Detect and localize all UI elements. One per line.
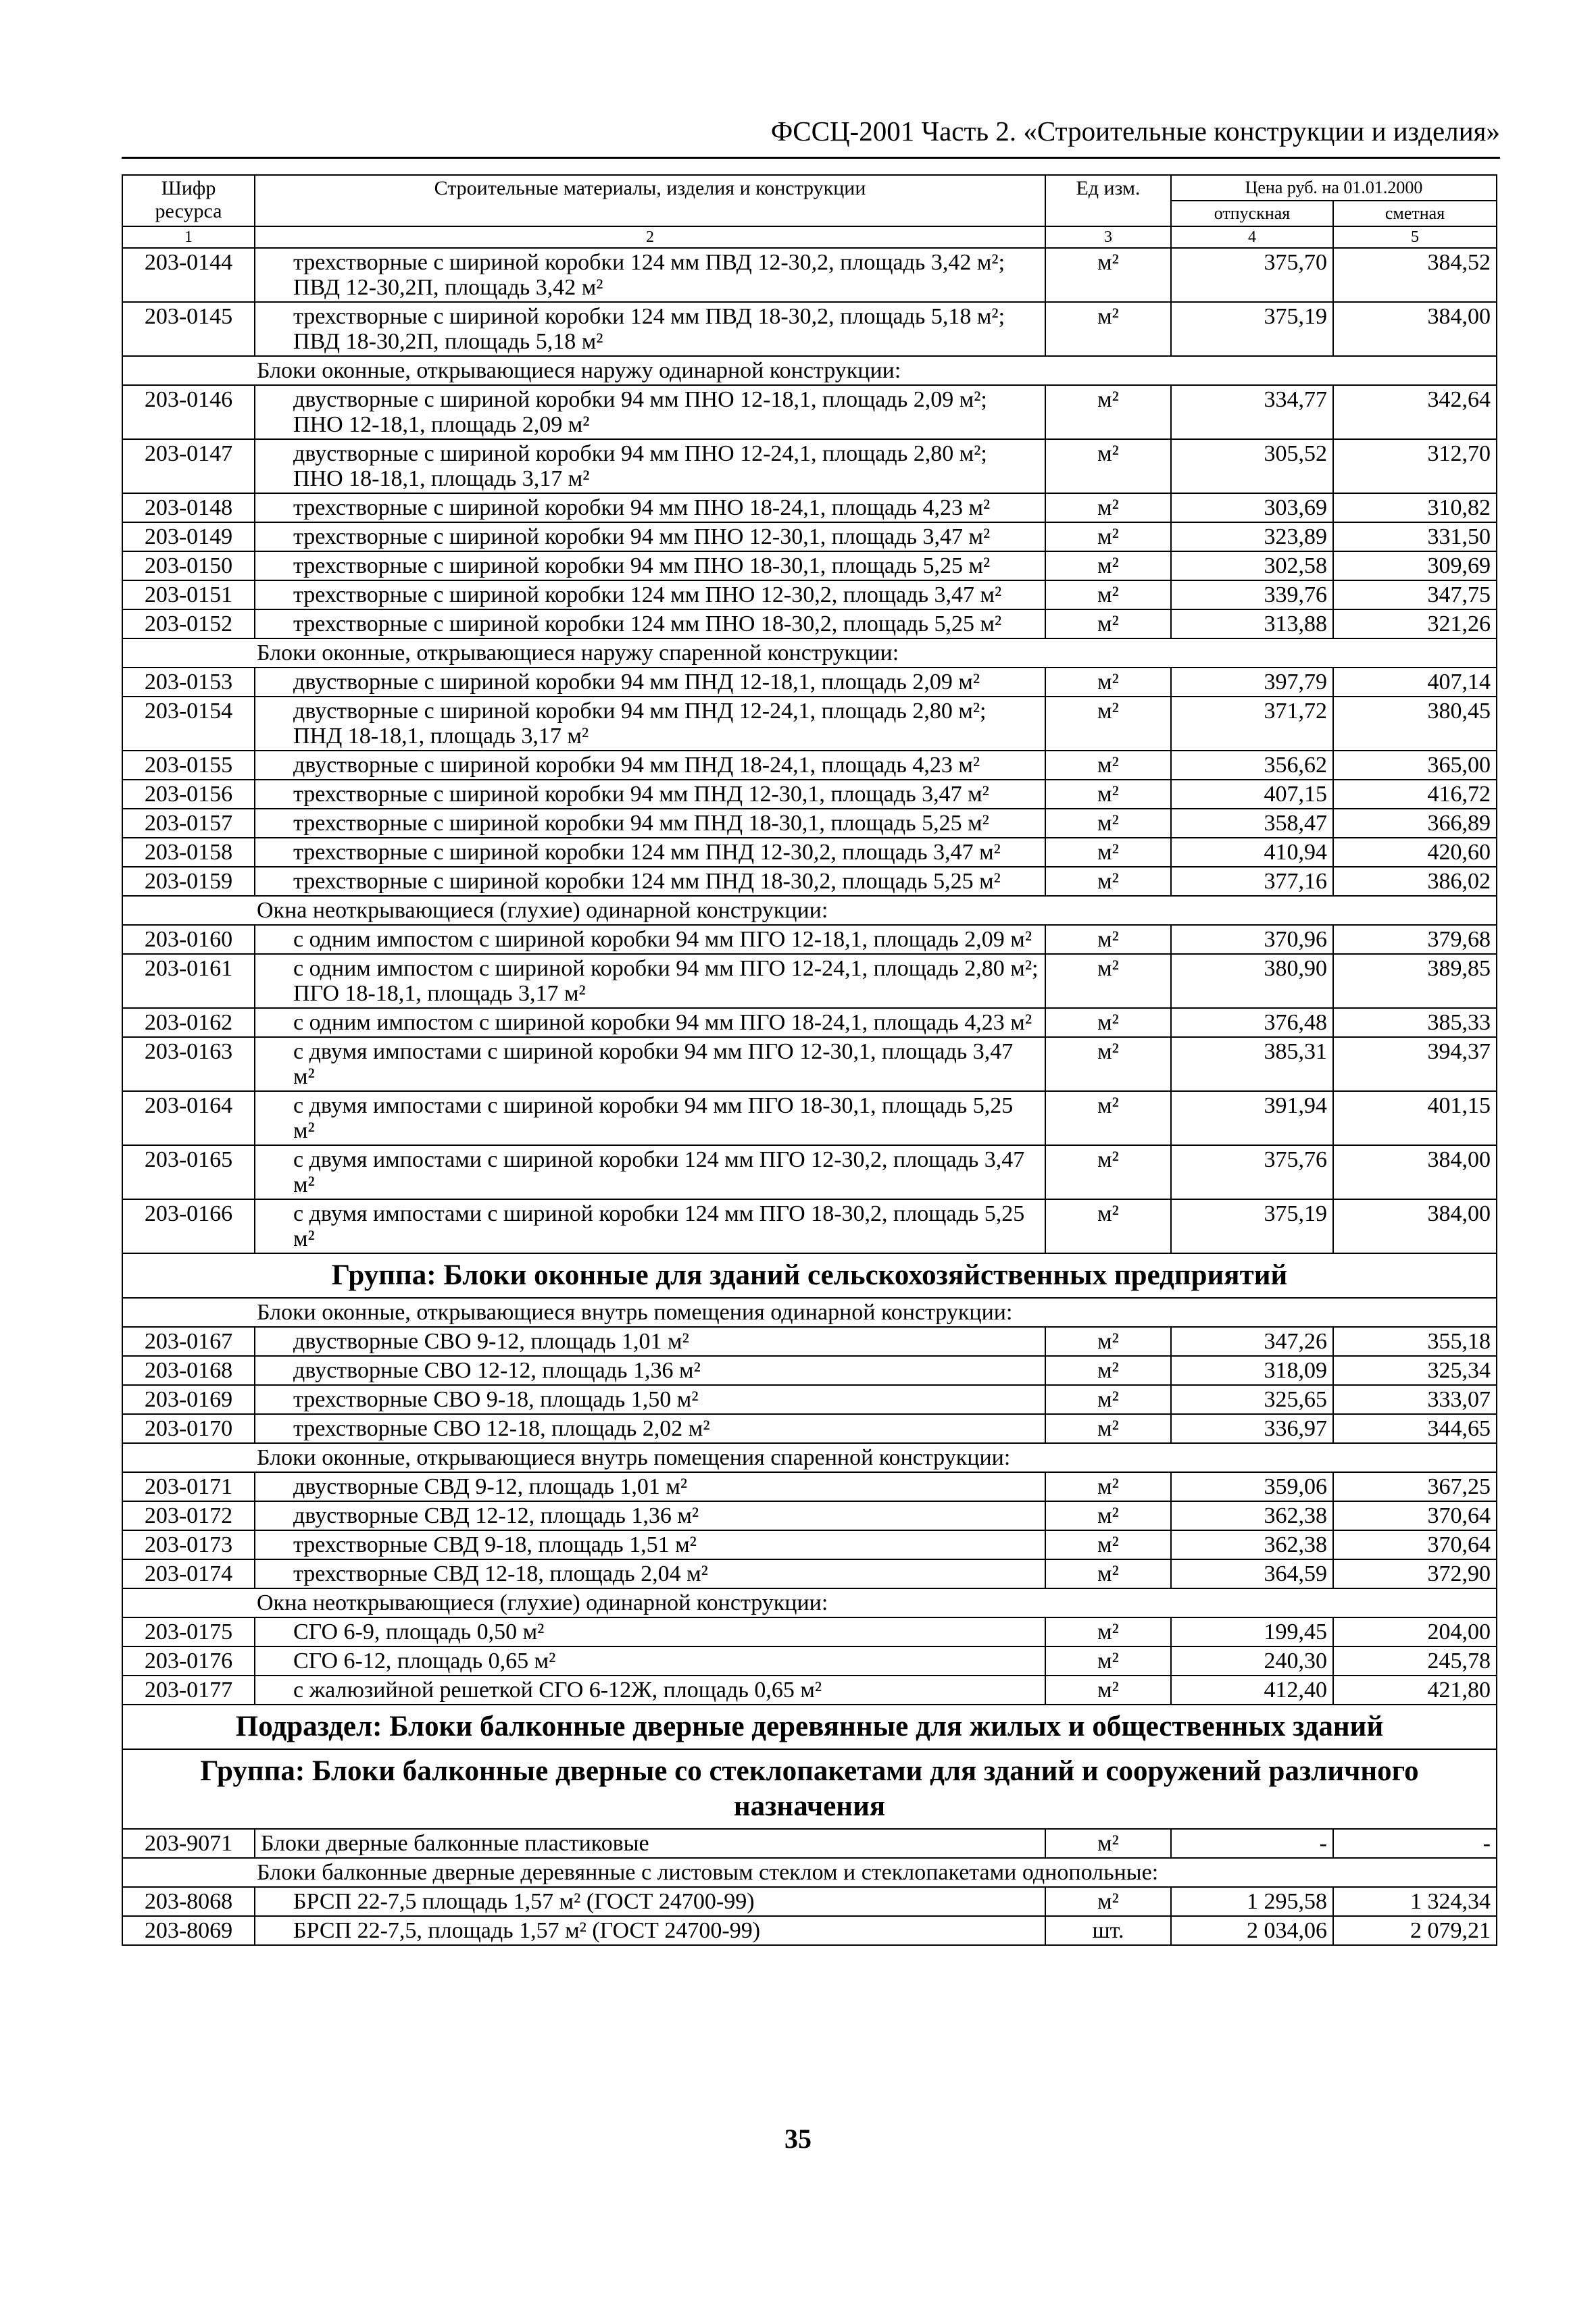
description-text: СГО 6-9, площадь 0,50 м² xyxy=(293,1619,545,1644)
estimate-price: 342,64 xyxy=(1333,385,1497,439)
material-description xyxy=(255,1559,1045,1588)
unit-of-measure: м² xyxy=(1045,1676,1171,1705)
description-text: с двумя импостами с шириной коробки 94 мм ПГО 12-30,1, площадь 3,47 м² xyxy=(293,1039,1014,1089)
resource-code: 203-0176 xyxy=(122,1646,255,1676)
material-description xyxy=(255,1617,1045,1646)
release-price: 336,97 xyxy=(1171,1414,1333,1443)
unit-of-measure: м² xyxy=(1045,1887,1171,1916)
description-text: трехстворные с шириной коробки 124 мм ПВД 12-30,2, площадь 3,42 м²; ПВД 12-30,2П, площадь 3,42 м² xyxy=(293,250,1005,300)
section-row xyxy=(122,1298,1497,1327)
unit-of-measure: м² xyxy=(1045,1501,1171,1530)
estimate-price: 389,85 xyxy=(1333,954,1497,1008)
release-price: 339,76 xyxy=(1171,580,1333,609)
release-price: 370,96 xyxy=(1171,925,1333,954)
table-row xyxy=(122,1327,1497,1356)
unit-of-measure: м² xyxy=(1045,668,1171,697)
material-description xyxy=(255,809,1045,838)
column-header-price: Цена руб. на 01.01.2000 xyxy=(1171,175,1497,201)
table-row xyxy=(122,925,1497,954)
table-row xyxy=(122,1356,1497,1385)
table-row xyxy=(122,751,1497,780)
estimate-price: 325,34 xyxy=(1333,1356,1497,1385)
table-row xyxy=(122,809,1497,838)
release-price: 325,65 xyxy=(1171,1385,1333,1414)
description-text: двустворные СВО 12-12, площадь 1,36 м² xyxy=(293,1358,701,1383)
unit-of-measure: м² xyxy=(1045,1327,1171,1356)
material-description xyxy=(255,1385,1045,1414)
unit-of-measure: м² xyxy=(1045,1091,1171,1145)
estimate-price: 1 324,34 xyxy=(1333,1887,1497,1916)
group-heading xyxy=(122,1705,1497,1749)
estimate-price: 355,18 xyxy=(1333,1327,1497,1356)
material-description xyxy=(255,580,1045,609)
estimate-price: 331,50 xyxy=(1333,522,1497,551)
resource-code: 203-0156 xyxy=(122,780,255,809)
release-price: 313,88 xyxy=(1171,609,1333,638)
group-heading xyxy=(122,1253,1497,1298)
table-row xyxy=(122,551,1497,580)
release-price: 199,45 xyxy=(1171,1617,1333,1646)
estimate-price: 367,25 xyxy=(1333,1472,1497,1501)
column-number: 4 xyxy=(1171,226,1333,248)
section-heading: Окна неоткрывающиеся (глухие) одинарной конструкции: xyxy=(122,1588,1497,1617)
estimate-price: 365,00 xyxy=(1333,751,1497,780)
material-description xyxy=(255,1887,1045,1916)
estimate-price: 384,00 xyxy=(1333,302,1497,356)
material-description xyxy=(255,302,1045,356)
estimate-price: 333,07 xyxy=(1333,1385,1497,1414)
description-text: трехстворные с шириной коробки 94 мм ПНО 18-30,1, площадь 5,25 м² xyxy=(293,553,991,578)
description-text: двустворные с шириной коробки 94 мм ПНД 12-24,1, площадь 2,80 м²; ПНД 18-18,1, площадь 3,17 м² xyxy=(293,699,987,749)
column-number: 2 xyxy=(255,226,1045,248)
price-table xyxy=(122,174,1497,1946)
description-text: двустворные с шириной коробки 94 мм ПНО 12-18,1, площадь 2,09 м²; ПНО 12-18,1, площадь 2,09 м² xyxy=(293,387,987,437)
table-row xyxy=(122,1559,1497,1588)
resource-code: 203-0175 xyxy=(122,1617,255,1646)
description-text: трехстворные с шириной коробки 124 мм ПНД 18-30,2, площадь 5,25 м² xyxy=(293,869,1001,894)
material-description xyxy=(255,1327,1045,1356)
unit-of-measure: м² xyxy=(1045,838,1171,867)
resource-code: 203-0157 xyxy=(122,809,255,838)
estimate-price: 2 079,21 xyxy=(1333,1916,1497,1945)
page-number: 35 xyxy=(784,2123,812,2154)
release-price: 412,40 xyxy=(1171,1676,1333,1705)
table-row xyxy=(122,302,1497,356)
description-text: трехстворные с шириной коробки 94 мм ПНО 12-30,1, площадь 3,47 м² xyxy=(293,524,991,549)
description-text: двустворные СВД 9-12, площадь 1,01 м² xyxy=(293,1474,688,1499)
running-header: ФССЦ-2001 Часть 2. «Строительные конструкции и изделия» xyxy=(122,115,1500,159)
table-row xyxy=(122,1829,1497,1858)
unit-of-measure: м² xyxy=(1045,439,1171,493)
description-text: БРСП 22-7,5, площадь 1,57 м² (ГОСТ 24700-99) xyxy=(293,1918,761,1943)
release-price: 375,19 xyxy=(1171,1199,1333,1253)
release-price: 334,77 xyxy=(1171,385,1333,439)
resource-code: 203-0150 xyxy=(122,551,255,580)
group-heading-text: Подраздел: Блоки балконные дверные деревянные для жилых и общественных зданий xyxy=(122,1705,1497,1749)
unit-of-measure: м² xyxy=(1045,1829,1171,1858)
group-heading-text: Группа: Блоки балконные дверные со стеклопакетами для зданий и сооружений различного назначения xyxy=(122,1749,1497,1829)
material-description xyxy=(255,493,1045,522)
description-text: двустворные с шириной коробки 94 мм ПНО 12-24,1, площадь 2,80 м²; ПНО 18-18,1, площадь 3,17 м² xyxy=(293,441,987,491)
table-row xyxy=(122,867,1497,896)
material-description xyxy=(255,668,1045,697)
unit-of-measure: м² xyxy=(1045,1037,1171,1091)
section-heading: Блоки оконные, открывающиеся внутрь помещения одинарной конструкции: xyxy=(122,1298,1497,1327)
column-header-release-price: отпускная xyxy=(1171,201,1333,226)
material-description xyxy=(255,248,1045,302)
description-text: с одним импостом с шириной коробки 94 мм ПГО 18-24,1, площадь 4,23 м² xyxy=(293,1010,1032,1035)
estimate-price: 204,00 xyxy=(1333,1617,1497,1646)
release-price: 323,89 xyxy=(1171,522,1333,551)
unit-of-measure: м² xyxy=(1045,385,1171,439)
estimate-price: 309,69 xyxy=(1333,551,1497,580)
table-row xyxy=(122,1916,1497,1945)
section-row xyxy=(122,896,1497,925)
material-description xyxy=(255,1472,1045,1501)
column-header-description: Строительные материалы, изделия и конструкции xyxy=(255,175,1045,226)
resource-code: 203-0170 xyxy=(122,1414,255,1443)
resource-code: 203-0173 xyxy=(122,1530,255,1559)
estimate-price: 385,33 xyxy=(1333,1008,1497,1037)
column-header-code: Шифр ресурса xyxy=(122,175,255,226)
material-description xyxy=(255,1829,1045,1858)
description-text: с двумя импостами с шириной коробки 124 мм ПГО 12-30,2, площадь 3,47 м² xyxy=(293,1147,1025,1197)
description-text: трехстворные СВО 12-18, площадь 2,02 м² xyxy=(293,1416,710,1441)
column-number: 1 xyxy=(122,226,255,248)
table-row xyxy=(122,385,1497,439)
table-row xyxy=(122,1530,1497,1559)
material-description xyxy=(255,551,1045,580)
resource-code: 203-0172 xyxy=(122,1501,255,1530)
material-description xyxy=(255,1646,1045,1676)
unit-of-measure: м² xyxy=(1045,1472,1171,1501)
material-description xyxy=(255,385,1045,439)
unit-of-measure: шт. xyxy=(1045,1916,1171,1945)
group-heading-text: Группа: Блоки оконные для зданий сельскохозяйственных предприятий xyxy=(122,1253,1497,1298)
release-price: 385,31 xyxy=(1171,1037,1333,1091)
resource-code: 203-0149 xyxy=(122,522,255,551)
estimate-price: 420,60 xyxy=(1333,838,1497,867)
resource-code: 203-0148 xyxy=(122,493,255,522)
material-description xyxy=(255,1091,1045,1145)
section-row xyxy=(122,1858,1497,1887)
estimate-price: 370,64 xyxy=(1333,1530,1497,1559)
table-row xyxy=(122,697,1497,751)
unit-of-measure: м² xyxy=(1045,1559,1171,1588)
estimate-price: 394,37 xyxy=(1333,1037,1497,1091)
estimate-price: 321,26 xyxy=(1333,609,1497,638)
estimate-price: 401,15 xyxy=(1333,1091,1497,1145)
table-row xyxy=(122,248,1497,302)
table-row xyxy=(122,1199,1497,1253)
release-price: 375,76 xyxy=(1171,1145,1333,1199)
description-text: двустворные с шириной коробки 94 мм ПНД 18-24,1, площадь 4,23 м² xyxy=(293,753,980,778)
release-price: 318,09 xyxy=(1171,1356,1333,1385)
description-text: трехстворные СВО 9-18, площадь 1,50 м² xyxy=(293,1387,699,1412)
estimate-price: 384,00 xyxy=(1333,1199,1497,1253)
release-price: 240,30 xyxy=(1171,1646,1333,1676)
material-description xyxy=(255,838,1045,867)
description-text: с одним импостом с шириной коробки 94 мм ПГО 12-18,1, площадь 2,09 м² xyxy=(293,927,1032,952)
resource-code: 203-0166 xyxy=(122,1199,255,1253)
table-row xyxy=(122,439,1497,493)
material-description xyxy=(255,954,1045,1008)
table-row xyxy=(122,1385,1497,1414)
material-description xyxy=(255,925,1045,954)
release-price: 359,06 xyxy=(1171,1472,1333,1501)
release-price: 303,69 xyxy=(1171,493,1333,522)
release-price: 2 034,06 xyxy=(1171,1916,1333,1945)
resource-code: 203-0160 xyxy=(122,925,255,954)
material-description xyxy=(255,1199,1045,1253)
unit-of-measure: м² xyxy=(1045,580,1171,609)
description-text: двустворные СВД 12-12, площадь 1,36 м² xyxy=(293,1503,699,1528)
resource-code: 203-0171 xyxy=(122,1472,255,1501)
description-text: двустворные СВО 9-12, площадь 1,01 м² xyxy=(293,1329,689,1354)
estimate-price: 366,89 xyxy=(1333,809,1497,838)
estimate-price: 384,00 xyxy=(1333,1145,1497,1199)
table-body xyxy=(122,248,1497,1945)
material-description xyxy=(255,1008,1045,1037)
unit-of-measure: м² xyxy=(1045,780,1171,809)
resource-code: 203-0146 xyxy=(122,385,255,439)
column-header-estimate-price: сметная xyxy=(1333,201,1497,226)
resource-code: 203-0155 xyxy=(122,751,255,780)
table-row xyxy=(122,1037,1497,1091)
unit-of-measure: м² xyxy=(1045,809,1171,838)
resource-code: 203-0165 xyxy=(122,1145,255,1199)
table-row xyxy=(122,780,1497,809)
description-text: трехстворные с шириной коробки 124 мм ПНО 18-30,2, площадь 5,25 м² xyxy=(293,611,1002,636)
section-row xyxy=(122,638,1497,668)
description-text: трехстворные с шириной коробки 94 мм ПНД 12-30,1, площадь 3,47 м² xyxy=(293,782,989,807)
release-price: 375,19 xyxy=(1171,302,1333,356)
estimate-price: 386,02 xyxy=(1333,867,1497,896)
resource-code: 203-0161 xyxy=(122,954,255,1008)
table-row xyxy=(122,1145,1497,1199)
resource-code: 203-8068 xyxy=(122,1887,255,1916)
estimate-price: 421,80 xyxy=(1333,1676,1497,1705)
material-description xyxy=(255,867,1045,896)
resource-code: 203-0145 xyxy=(122,302,255,356)
unit-of-measure: м² xyxy=(1045,867,1171,896)
material-description xyxy=(255,1916,1045,1945)
section-row xyxy=(122,356,1497,385)
resource-code: 203-0152 xyxy=(122,609,255,638)
table-row xyxy=(122,1008,1497,1037)
section-heading: Блоки оконные, открывающиеся наружу одинарной конструкции: xyxy=(122,356,1497,385)
unit-of-measure: м² xyxy=(1045,1356,1171,1385)
resource-code: 203-0154 xyxy=(122,697,255,751)
estimate-price: 312,70 xyxy=(1333,439,1497,493)
release-price: 347,26 xyxy=(1171,1327,1333,1356)
release-price: 410,94 xyxy=(1171,838,1333,867)
unit-of-measure: м² xyxy=(1045,1008,1171,1037)
release-price: 302,58 xyxy=(1171,551,1333,580)
resource-code: 203-0167 xyxy=(122,1327,255,1356)
unit-of-measure: м² xyxy=(1045,1617,1171,1646)
table-row xyxy=(122,1472,1497,1501)
release-price: 397,79 xyxy=(1171,668,1333,697)
description-text: трехстворные СВД 12-18, площадь 2,04 м² xyxy=(293,1561,708,1586)
description-text: СГО 6-12, площадь 0,65 м² xyxy=(293,1649,556,1674)
resource-code: 203-9071 xyxy=(122,1829,255,1858)
description-text: с жалюзийной решеткой СГО 6-12Ж, площадь 0,65 м² xyxy=(293,1678,822,1703)
estimate-price: 370,64 xyxy=(1333,1501,1497,1530)
material-description xyxy=(255,751,1045,780)
description-text: двустворные с шириной коробки 94 мм ПНД 12-18,1, площадь 2,09 м² xyxy=(293,670,980,695)
estimate-price: 407,14 xyxy=(1333,668,1497,697)
description-text: с двумя импостами с шириной коробки 124 мм ПГО 18-30,2, площадь 5,25 м² xyxy=(293,1201,1025,1251)
unit-of-measure: м² xyxy=(1045,1145,1171,1199)
estimate-price: 379,68 xyxy=(1333,925,1497,954)
estimate-price: 347,75 xyxy=(1333,580,1497,609)
resource-code: 203-0177 xyxy=(122,1676,255,1705)
release-price: 380,90 xyxy=(1171,954,1333,1008)
unit-of-measure: м² xyxy=(1045,1530,1171,1559)
resource-code: 203-0163 xyxy=(122,1037,255,1091)
unit-of-measure: м² xyxy=(1045,954,1171,1008)
unit-of-measure: м² xyxy=(1045,248,1171,302)
description-text: трехстворные с шириной коробки 94 мм ПНД 18-30,1, площадь 5,25 м² xyxy=(293,811,989,836)
table-row xyxy=(122,609,1497,638)
release-price: 376,48 xyxy=(1171,1008,1333,1037)
resource-code: 203-0168 xyxy=(122,1356,255,1385)
column-number: 5 xyxy=(1333,226,1497,248)
material-description xyxy=(255,1145,1045,1199)
resource-code: 203-0162 xyxy=(122,1008,255,1037)
unit-of-measure: м² xyxy=(1045,1385,1171,1414)
material-description xyxy=(255,780,1045,809)
unit-of-measure: м² xyxy=(1045,925,1171,954)
table-row xyxy=(122,1617,1497,1646)
resource-code: 203-8069 xyxy=(122,1916,255,1945)
table-row xyxy=(122,522,1497,551)
description-text: трехстворные с шириной коробки 124 мм ПНО 12-30,2, площадь 3,47 м² xyxy=(293,582,1002,607)
unit-of-measure: м² xyxy=(1045,551,1171,580)
resource-code: 203-0159 xyxy=(122,867,255,896)
description-text: трехстворные с шириной коробки 124 мм ПНД 12-30,2, площадь 3,47 м² xyxy=(293,840,1001,865)
description-text: БРСП 22-7,5 площадь 1,57 м² (ГОСТ 24700-99) xyxy=(293,1889,755,1914)
release-price: 305,52 xyxy=(1171,439,1333,493)
material-description xyxy=(255,1414,1045,1443)
material-description xyxy=(255,1530,1045,1559)
material-description xyxy=(255,1037,1045,1091)
table-row xyxy=(122,1676,1497,1705)
estimate-price: 380,45 xyxy=(1333,697,1497,751)
material-description xyxy=(255,1676,1045,1705)
resource-code: 203-0144 xyxy=(122,248,255,302)
release-price: 1 295,58 xyxy=(1171,1887,1333,1916)
table-row xyxy=(122,580,1497,609)
table-row xyxy=(122,1646,1497,1676)
material-description xyxy=(255,439,1045,493)
table-row xyxy=(122,668,1497,697)
description-text: Блоки дверные балконные пластиковые xyxy=(261,1831,649,1856)
release-price: 377,16 xyxy=(1171,867,1333,896)
description-text: трехстворные с шириной коробки 124 мм ПВД 18-30,2, площадь 5,18 м²; ПВД 18-30,2П, площадь 5,18 м² xyxy=(293,304,1005,354)
table-row xyxy=(122,1091,1497,1145)
column-number: 3 xyxy=(1045,226,1171,248)
section-heading: Окна неоткрывающиеся (глухие) одинарной конструкции: xyxy=(122,896,1497,925)
group-heading xyxy=(122,1749,1497,1829)
estimate-price: 372,90 xyxy=(1333,1559,1497,1588)
resource-code: 203-0169 xyxy=(122,1385,255,1414)
unit-of-measure: м² xyxy=(1045,302,1171,356)
description-text: с одним импостом с шириной коробки 94 мм ПГО 12-24,1, площадь 2,80 м²; ПГО 18-18,1, площадь 3,17 м² xyxy=(293,956,1039,1006)
release-price: 358,47 xyxy=(1171,809,1333,838)
estimate-price: - xyxy=(1333,1829,1497,1858)
unit-of-measure: м² xyxy=(1045,1414,1171,1443)
resource-code: 203-0164 xyxy=(122,1091,255,1145)
unit-of-measure: м² xyxy=(1045,1199,1171,1253)
release-price: 391,94 xyxy=(1171,1091,1333,1145)
description-text: с двумя импостами с шириной коробки 94 мм ПГО 18-30,1, площадь 5,25 м² xyxy=(293,1093,1014,1143)
unit-of-measure: м² xyxy=(1045,522,1171,551)
release-price: - xyxy=(1171,1829,1333,1858)
section-row xyxy=(122,1443,1497,1472)
section-row xyxy=(122,1588,1497,1617)
unit-of-measure: м² xyxy=(1045,751,1171,780)
material-description xyxy=(255,697,1045,751)
resource-code: 203-0174 xyxy=(122,1559,255,1588)
release-price: 407,15 xyxy=(1171,780,1333,809)
material-description xyxy=(255,609,1045,638)
estimate-price: 384,52 xyxy=(1333,248,1497,302)
release-price: 371,72 xyxy=(1171,697,1333,751)
unit-of-measure: м² xyxy=(1045,609,1171,638)
section-heading: Блоки балконные дверные деревянные с листовым стеклом и стеклопакетами однопольные: xyxy=(122,1858,1497,1887)
material-description xyxy=(255,522,1045,551)
section-heading: Блоки оконные, открывающиеся внутрь помещения спаренной конструкции: xyxy=(122,1443,1497,1472)
material-description xyxy=(255,1356,1045,1385)
resource-code: 203-0147 xyxy=(122,439,255,493)
description-text: трехстворные с шириной коробки 94 мм ПНО 18-24,1, площадь 4,23 м² xyxy=(293,495,991,520)
resource-code: 203-0151 xyxy=(122,580,255,609)
table-row xyxy=(122,1887,1497,1916)
release-price: 362,38 xyxy=(1171,1501,1333,1530)
material-description xyxy=(255,1501,1045,1530)
release-price: 356,62 xyxy=(1171,751,1333,780)
estimate-price: 245,78 xyxy=(1333,1646,1497,1676)
table-row xyxy=(122,838,1497,867)
section-heading: Блоки оконные, открывающиеся наружу спаренной конструкции: xyxy=(122,638,1497,668)
table-row xyxy=(122,1414,1497,1443)
release-price: 364,59 xyxy=(1171,1559,1333,1588)
table-row xyxy=(122,954,1497,1008)
unit-of-measure: м² xyxy=(1045,1646,1171,1676)
estimate-price: 416,72 xyxy=(1333,780,1497,809)
column-header-unit: Ед изм. xyxy=(1045,175,1171,226)
unit-of-measure: м² xyxy=(1045,493,1171,522)
release-price: 362,38 xyxy=(1171,1530,1333,1559)
resource-code: 203-0153 xyxy=(122,668,255,697)
estimate-price: 344,65 xyxy=(1333,1414,1497,1443)
release-price: 375,70 xyxy=(1171,248,1333,302)
description-text: трехстворные СВД 9-18, площадь 1,51 м² xyxy=(293,1532,697,1557)
table-row xyxy=(122,1501,1497,1530)
estimate-price: 310,82 xyxy=(1333,493,1497,522)
resource-code: 203-0158 xyxy=(122,838,255,867)
table-row xyxy=(122,493,1497,522)
unit-of-measure: м² xyxy=(1045,697,1171,751)
